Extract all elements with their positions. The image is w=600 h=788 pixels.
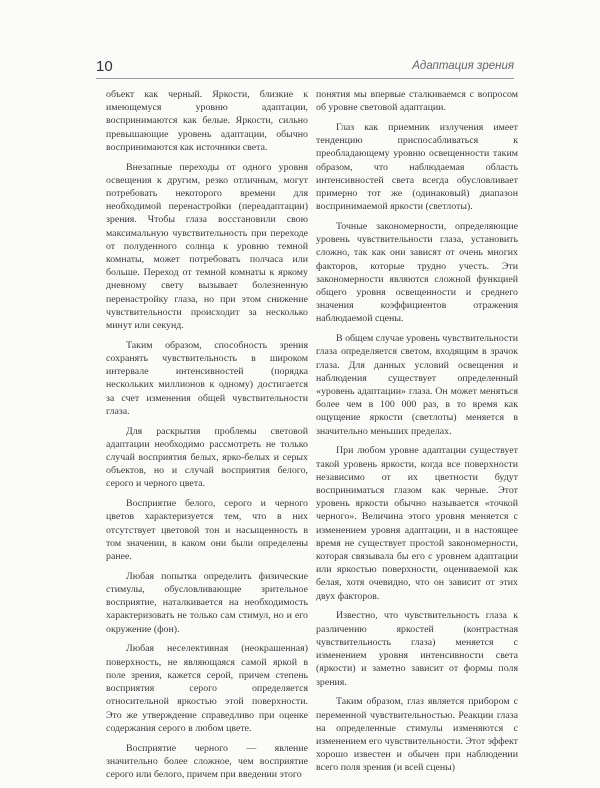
paragraph: объект как черный. Яркости, близкие к имеющемуся уровню адаптации, воспринимаются как белые. Яркости, сильно превышающие уровень адаптации, обычно воспринимаются как источники света. (106, 89, 308, 153)
paragraph: Глаз как приемник излучения имеет тенденцию приспосабливаться к преобладающему уровню освещенности таким образом, что наблюдаемая область интенсивностей света всегда обусловливает примерно тот же (одинаковый) диапазон воспринимаемой яркости (светлоты). (316, 122, 518, 213)
paragraph: Таким образом, способность зрения сохранять чувствительность в широком интервале интенсивностей (порядка нескольких миллионов к одному) достигается за счет изменения общей чувствительности глаза. (106, 339, 308, 417)
paragraph: Точные закономерности, определяющие уровень чувствительности глаза, установить сложно, так как они зависят от очень многих факторов, которые трудно учесть. Эти закономерности являются сложной функцией общего уровня освещенности и среднего значения коэффициентов отражения наблюдаемой сцены. (316, 221, 518, 325)
page-header (96, 58, 514, 79)
paragraph: Для раскрытия проблемы световой адаптации необходимо рассмотреть не только случай восприятия белых, ярко-белых и серых объектов, но и случай восприятия белого, серого и черного цвета. (106, 425, 308, 490)
paragraph: Восприятие белого, серого и черного цветов характеризуется тем, что в них отсутствует цветовой тон и насыщенность в том значении, в каком они были определены ранее. (106, 498, 308, 563)
paragraph: Таким образом, глаз является прибором с переменной чувствительностью. Реакции глаза на определенные стимулы изменяются с изменением его чувствительности. Этот эффект хорошо известен и обычен при наблюдении всего поля зрения (и всей сцены) (316, 696, 518, 774)
paragraph: понятия мы впервые сталкиваемся с вопросом об уровне световой адаптации. (316, 89, 518, 114)
running-title: Адаптация зрения (412, 60, 514, 72)
paragraph: При любом уровне адаптации существует такой уровень яркости, когда все поверхности независимо от их цветности будут восприниматься глазом как черные. Этот уровень яркости обычно называется «точкой черного». Величина этого уровня меняется с изменением уровня адаптации, и в настоящее время не существует простой закономерности, которая связывала бы его с уровнем адаптации или яркостью поверхности, оцениваемой как белая, хотя очевидно, что он зависит от этих двух факторов. (316, 445, 518, 602)
paragraph: Восприятие черного — явление значительно более сложное, чем восприятие серого или белого, причем при введении этого (106, 742, 308, 780)
paragraph: Известно, что чувствительность глаза к различению яркостей (контрастная чувствительность глаза) меняется с изменением уровня интенсивности света (яркости) и заметно зависит от формы поля зрения. (316, 610, 518, 688)
paragraph: В общем случае уровень чувствительности глаза определяется светом, входящим в зрачок глаза. Для данных условий освещения и наблюдения существует определенный «уровень адаптации» глаза. Он может меняться более чем в 100 000 раз, в то время как ощущение яркости (светлоты) меняется в значительно меньших пределах. (316, 333, 518, 437)
paragraph: Любая неселективная (неокрашенная) поверхность, не являющаяся самой яркой в поле зрения, кажется серой, причем степень восприятия серого определяется относительной яркостью этой поверхности. Это же утверждение справедливо при оценке содержания серого в любом цвете. (106, 643, 308, 734)
left-column (106, 88, 308, 788)
right-column (316, 88, 518, 781)
page-number: 10 (96, 58, 113, 75)
paragraph: Любая попытка определить физические стимулы, обусловливающие зрительное восприятие, наталкивается на необходимость характеризовать не только сам стимул, но и его окружение (фон). (106, 570, 308, 635)
paragraph: Внезапные переходы от одного уровня освещения к другим, резко отличным, могут потребовать некоторого времени для необходимой перенастройки (переадаптации) зрения. Чтобы глаза восстановили свою максимальную чувствительность при переходе от полуденного солнца к уровню темной комнаты, может потребовать полчаса или больше. Переход от темной комнаты к яркому дневному свету вызывает болезненную перенастройку глаза, но при этом снижение чувствительности происходит за несколько минут или секунд. (106, 161, 308, 332)
